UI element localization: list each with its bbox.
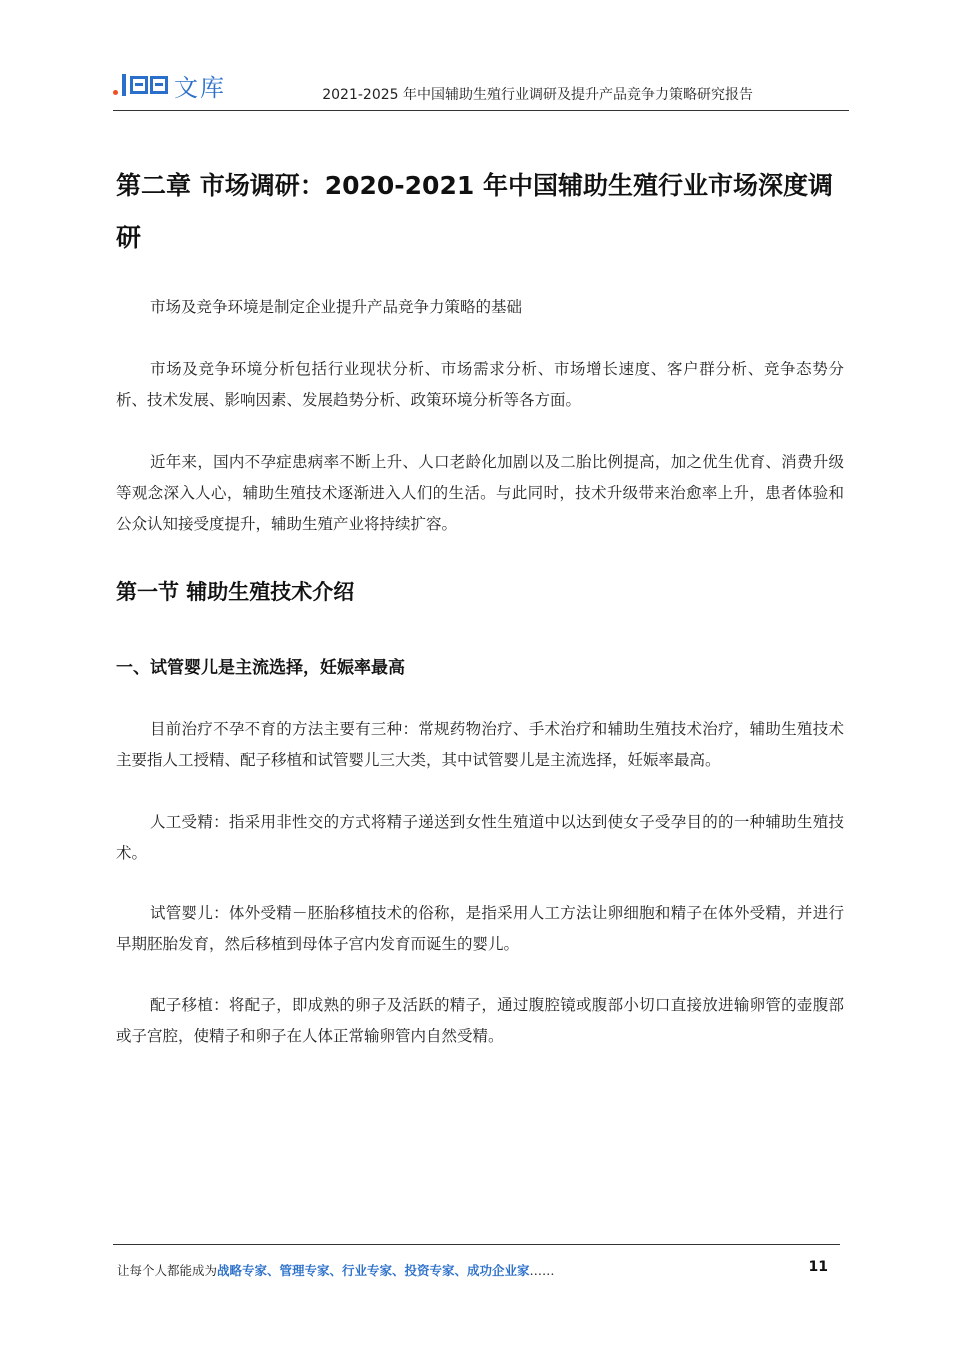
chapter-title: 第二章 市场调研：2020-2021 年中国辅助生殖行业市场深度调研 [116, 171, 833, 252]
logo-dot-icon [113, 90, 118, 95]
intro-paragraph: 近年来，国内不孕症患病率不断上升、人口老龄化加剧以及二胎比例提高，加之优生优育、消费升级等观念深入人心，辅助生殖技术逐渐进入人们的生活。与此同时，技术升级带来治愈率上升，患者体验和公众认知接受度提升，辅助生殖产业将持续扩容。 [116, 453, 844, 533]
intro-paragraph: 市场及竞争环境是制定企业提升产品竞争力策略的基础 [150, 298, 523, 316]
footer-prefix: 让每个人都能成为 [117, 1263, 218, 1278]
report-title: 2021-2025 年中国辅助生殖行业调研及提升产品竞争力策略研究报告 [322, 87, 753, 103]
page-header [113, 62, 849, 111]
logo-text: 文库 [174, 73, 226, 102]
section-title: 第一节 辅助生殖技术介绍 [116, 580, 355, 604]
body-paragraph: 试管婴儿：体外受精－胚胎移植技术的俗称，是指采用人工方法让卵细胞和精子在体外受精，并进行早期胚胎发育，然后移植到母体子宫内发育而诞生的婴儿。 [116, 904, 844, 953]
footer-highlight: 战略专家、管理专家、行业专家、投资专家、成功企业家 [217, 1263, 530, 1278]
intro-paragraph: 市场及竞争环境分析包括行业现状分析、市场需求分析、市场增长速度、客户群分析、竞争态势分析、技术发展、影响因素、发展趋势分析、政策环境分析等各方面。 [116, 360, 844, 409]
logo[interactable] [113, 68, 226, 102]
body-paragraph: 配子移植：将配子，即成熟的卵子及活跃的精子，通过腹腔镜或腹部小切口直接放进输卵管的壶腹部或子宫腔，使精子和卵子在人体正常输卵管内自然受精。 [116, 996, 844, 1045]
subsection-title: 一、试管婴儿是主流选择，妊娠率最高 [116, 658, 405, 678]
body-paragraph: 目前治疗不孕不育的方法主要有三种：常规药物治疗、手术治疗和辅助生殖技术治疗，辅助生殖技术主要指人工授精、配子移植和试管婴儿三大类，其中试管婴儿是主流选择，妊娠率最高。 [116, 720, 844, 769]
page-footer [113, 1244, 840, 1278]
body-paragraph: 人工受精：指采用非性交的方式将精子递送到女性生殖道中以达到使女子受孕目的的一种辅助生殖技术。 [116, 813, 844, 862]
footer-suffix: …… [529, 1263, 555, 1278]
page-number: 11 [808, 1259, 828, 1275]
footer-slogan [117, 1261, 555, 1279]
logo-mark-icon [122, 74, 168, 96]
